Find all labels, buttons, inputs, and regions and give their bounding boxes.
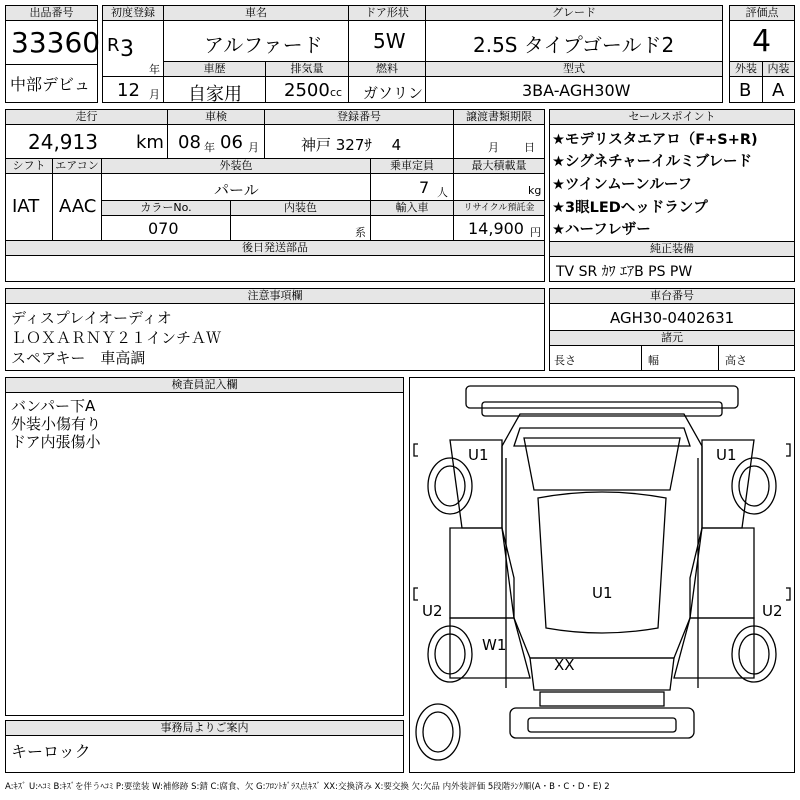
inspection-year-unit: 年 [204, 141, 215, 154]
legend-text: A:ｷｽﾞ U:ﾍｺﾐ B:ｷｽﾞを伴うﾍｺﾐ P:要塗装 W:補修跡 S:錆 C:腐食、欠 G:ﾌﾛﾝﾄｶﾞﾗｽ点ｷｽﾞ XX:交換済み X:要交換 欠:欠品 内外装評価 5段階ﾗﾝｸ順(A・B・C・D・E) 2 [5, 782, 610, 792]
ac-cell [52, 173, 102, 241]
reg-year-unit: 年 [149, 63, 160, 76]
interior-color-cell [230, 215, 371, 241]
load-unit: kg [528, 184, 542, 197]
history-value: 自家用 [188, 84, 242, 105]
reg-month-cell [102, 76, 164, 103]
shift-cell [5, 173, 53, 241]
reg-label: 初度登録 [102, 5, 164, 21]
transfer-day-unit: 日 [524, 141, 535, 154]
capacity-label: 乗車定員 [370, 158, 454, 174]
damage-mark-u1-left: U1 [468, 446, 489, 464]
load-label: 最大積載量 [453, 158, 545, 174]
interior-color-label: 内装色 [230, 200, 371, 216]
int-score: A [772, 80, 785, 101]
sales-point-item: ★ハーフレザー [552, 222, 651, 238]
notes-line: ＬＯＸＡＲＮＹ２１インチＡＷ [11, 329, 222, 347]
capacity-unit: 人 [437, 186, 448, 199]
score-cell [729, 20, 795, 62]
later-parts-cell [5, 255, 545, 282]
office-cell [5, 735, 404, 773]
dims-height: 高さ [725, 354, 747, 367]
inspection-label: 車検 [167, 109, 265, 125]
chassis-cell [549, 303, 795, 331]
import-label: 輸入車 [370, 200, 454, 216]
inspection-cell [167, 124, 265, 159]
door-value: 5W [373, 29, 406, 53]
shift-label: シフト [5, 158, 53, 174]
damage-mark-u2-right: U2 [762, 602, 783, 620]
sales-point-item: ★ツインムーンルーフ [552, 177, 693, 193]
reg-month-unit: 月 [149, 88, 160, 101]
car-name: アルファード [204, 33, 323, 57]
ext-score-cell [729, 76, 763, 103]
color-value: パール [214, 181, 259, 199]
mileage-cell [5, 124, 168, 159]
int-score-cell [762, 76, 795, 103]
mileage-label: 走行 [5, 109, 168, 125]
recycle-label: リサイクル預託金 [453, 200, 545, 216]
sales-points-label: セールスポイント [549, 109, 795, 125]
ac-label: エアコン [52, 158, 102, 174]
displacement-value: 2500 [284, 80, 330, 101]
car-name-cell [163, 20, 349, 62]
displacement-cell [265, 76, 349, 103]
car-label: 車名 [163, 5, 349, 21]
fuel-label: 燃料 [348, 61, 426, 77]
lot-label: 出品番号 [5, 5, 98, 21]
debut-text: 中部デビュ [10, 75, 91, 94]
recycle-unit: 円 [530, 226, 541, 239]
load-cell [453, 173, 545, 201]
dims-length: 長さ [554, 354, 576, 367]
inspector-cell [5, 392, 404, 716]
later-parts-label: 後日発送部品 [5, 240, 545, 256]
transfer-cell [453, 124, 545, 159]
color-no-label: カラーNo. [101, 200, 231, 216]
score-label: 評価点 [729, 5, 795, 21]
debut-cell [5, 64, 98, 103]
recycle-value: 14,900 [468, 219, 524, 238]
inspector-line: ドア内張傷小 [11, 433, 101, 451]
displacement-label: 排気量 [265, 61, 349, 77]
grade-cell [425, 20, 723, 62]
notes-line: ディスプレイオーディオ [11, 309, 172, 327]
equipment-cell [549, 256, 795, 282]
grade-label: グレード [425, 5, 723, 21]
office-value: キーロック [11, 742, 91, 761]
lot-number: 33360 [11, 26, 101, 59]
dims-height-cell [718, 345, 795, 371]
dims-length-cell [549, 345, 642, 371]
door-cell [348, 20, 426, 62]
import-cell [370, 215, 454, 241]
reg-month: 12 [117, 80, 140, 101]
dims-width-cell [641, 345, 719, 371]
office-label: 事務局よりご案内 [5, 720, 404, 736]
reg-era: R [107, 35, 120, 56]
transfer-label: 譲渡書類期限 [453, 109, 545, 125]
reg-year-cell [102, 20, 164, 77]
interior-color-unit: 系 [355, 226, 366, 239]
chassis-value: AGH30-0402631 [610, 309, 735, 327]
grade-value: 2.5S タイプゴールド2 [473, 33, 675, 57]
capacity-cell [370, 173, 454, 201]
door-label: ドア形状 [348, 5, 426, 21]
color-label: 外装色 [101, 158, 371, 174]
damage-mark-xx: XX [554, 656, 575, 674]
damage-mark-u1-center: U1 [592, 584, 613, 602]
inspection-month-unit: 月 [248, 141, 259, 154]
chassis-label: 車台番号 [549, 288, 795, 304]
sales-point-item: ★3眼LEDヘッドランプ [552, 200, 708, 216]
damage-mark-u1-right: U1 [716, 446, 737, 464]
inspector-line: 外装小傷有り [11, 415, 102, 433]
model-label: 型式 [425, 61, 723, 77]
damage-mark-u2-left: U2 [422, 602, 443, 620]
inspection-month: 06 [220, 132, 243, 153]
reg-year: 3 [120, 37, 134, 62]
inspection-year: 08 [178, 132, 201, 153]
inspector-line: バンパー下A [11, 397, 96, 415]
dims-label: 諸元 [549, 330, 795, 346]
plate-cell [264, 124, 454, 159]
score-value: 4 [752, 24, 772, 59]
model-value: 3BA-AGH30W [522, 81, 631, 100]
car-diagram [409, 377, 795, 773]
recycle-cell [453, 215, 545, 241]
ext-label: 外装 [729, 61, 763, 77]
ext-score: B [739, 80, 752, 101]
lot-number-cell [5, 20, 101, 65]
mileage-value: 24,913 [28, 130, 98, 154]
capacity-value: 7 [419, 178, 430, 197]
ac-value: AAC [59, 196, 97, 217]
mileage-unit: km [136, 132, 164, 153]
int-label: 内装 [762, 61, 795, 77]
plate-label: 登録番号 [264, 109, 454, 125]
inspector-label: 検査員記入欄 [5, 377, 404, 393]
notes-cell [5, 303, 545, 371]
car-diagram-svg [410, 378, 794, 772]
sales-point-item: ★シグネチャーイルミブレード [552, 154, 753, 170]
sales-point-item: ★モデリスタエアロ（F+S+R) [552, 132, 758, 148]
notes-line: スペアキー 車高調 [11, 349, 146, 367]
shift-value: IAT [12, 196, 40, 217]
damage-mark-w1: W1 [482, 636, 507, 654]
color-no-value: 070 [148, 219, 179, 238]
fuel-value: ガソリン [363, 84, 424, 102]
plate-value: 神戸 327ｻ 4 [301, 136, 402, 154]
color-cell [101, 173, 371, 201]
model-cell [425, 76, 723, 103]
equipment-label: 純正装備 [549, 241, 795, 257]
transfer-month-unit: 月 [488, 141, 499, 154]
sales-points-cell [549, 124, 795, 242]
history-label: 車歴 [163, 61, 266, 77]
notes-label: 注意事項欄 [5, 288, 545, 304]
dims-width: 幅 [648, 354, 659, 367]
history-cell [163, 76, 266, 103]
color-no-cell [101, 215, 231, 241]
equipment-value: TV SR ｶﾜ ｴｱB PS PW [556, 264, 693, 280]
displacement-unit: cc [330, 86, 343, 99]
fuel-cell [348, 76, 426, 103]
